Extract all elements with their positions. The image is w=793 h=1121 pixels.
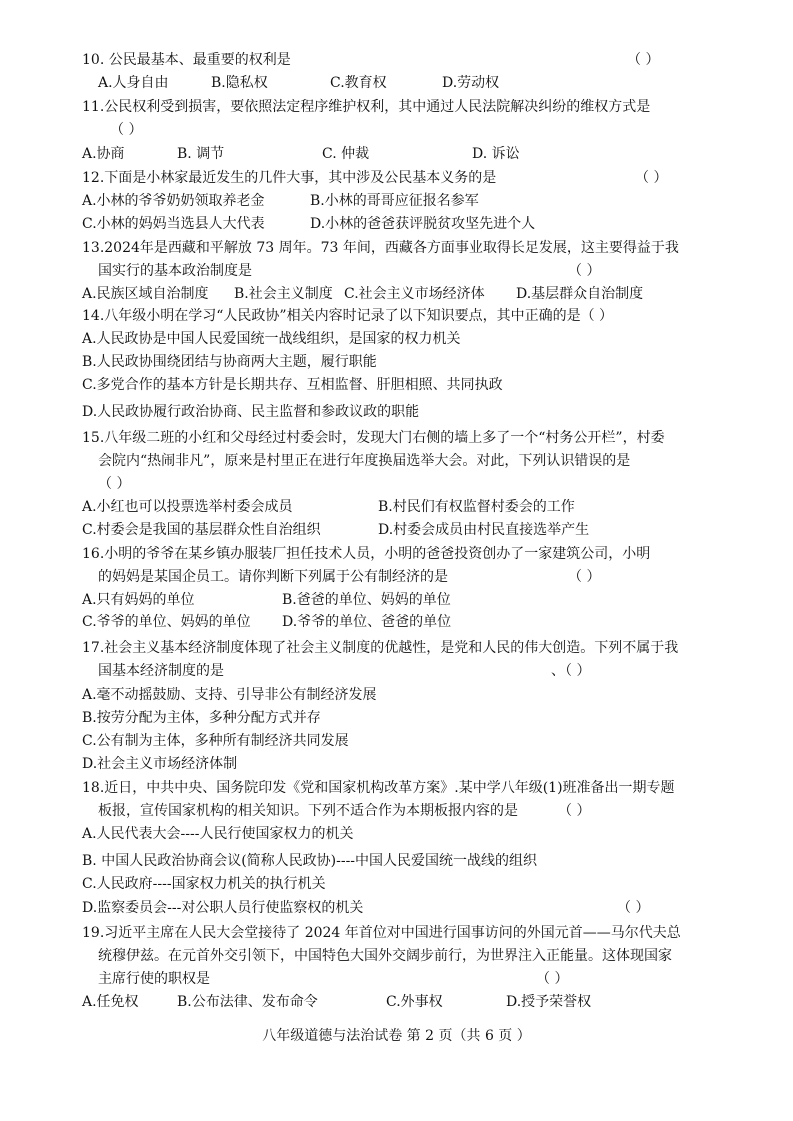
option-d: D.村委会成员由村民直接选举产生 (378, 522, 590, 538)
answer-paren: （ ） (568, 263, 601, 279)
question-13-stem-line2 (98, 261, 738, 281)
question-19-stem-line2: 统穆伊兹。在元首外交引领下，中国特色大国外交阔步前行，为世界注入正能量。这体现国家 (98, 948, 672, 964)
option-a: A.毫不动摇鼓励、支持、引导非公有制经济发展 (82, 687, 377, 703)
question-16-text: 的妈妈是某国企员工。请你判断下列属于公有制经济的是 (98, 569, 448, 585)
answer-paren: （ ） (536, 971, 569, 987)
option-b: B. 调节 (177, 146, 225, 162)
option-c: C.村委会是我国的基层群众性自治组织 (82, 522, 321, 538)
option-b: B.爸爸的单位、妈妈的单位 (282, 592, 451, 608)
answer-paren: （ ） (110, 122, 143, 138)
option-d: D.基层群众自治制度 (516, 286, 644, 302)
option-b: B.隐私权 (211, 75, 268, 91)
question-13-text: 国实行的基本政治制度是 (98, 263, 252, 279)
option-c: C.教育权 (330, 75, 387, 91)
option-c: C.公有制为主体，多种所有制经济共同发展 (82, 733, 349, 749)
option-d: D.社会主义市场经济体制 (82, 756, 238, 772)
option-b: B.人民政协围绕团结与协商两大主题，履行职能 (82, 354, 377, 370)
question-15-stem-line1: 15.八年级二班的小红和父母经过村委会时，发现大门右侧的墙上多了一个“村务公开栏”，村委 (82, 430, 665, 446)
option-d: D.授予荣誉权 (506, 994, 592, 1010)
option-a: A.只有妈妈的单位 (82, 592, 195, 608)
option-d: D. 诉讼 (472, 146, 520, 162)
option-a: A.人民政协是中国人民爱国统一战线组织，是国家的权力机关 (82, 331, 461, 347)
option-b: B.社会主义制度 (234, 286, 333, 302)
option-b: B.按劳分配为主体，多种分配方式并存 (82, 710, 321, 726)
question-11-stem: 11.公民权利受到损害，要依照法定程序维护权利，其中通过人民法院解决纠纷的维权方式是 (82, 99, 651, 115)
answer-paren: （ ） (558, 803, 591, 819)
option-d: D.劳动权 (442, 75, 500, 91)
answer-paren: （ ） (627, 52, 660, 68)
question-19-stem-line1: 19.习近平主席在人民大会堂接待了 2024 年首位对中国进行国事访问的外国元首——马尔代夫总 (82, 925, 681, 941)
question-17-text: 国基本经济制度的是 (98, 663, 224, 679)
option-b: B.小林的哥哥应征报名参军 (310, 193, 479, 209)
option-a: A.任免权 (82, 994, 139, 1010)
question-12-stem (82, 168, 722, 188)
question-17-stem-line1: 17.社会主义基本经济制度体现了社会主义制度的优越性，是党和人民的伟大创造。下列不属于我 (82, 640, 679, 656)
question-18-stem-line1: 18.近日，中共中央、国务院印发《党和国家机构改革方案》.某中学八年级(1)班准备出一期专题 (82, 780, 675, 796)
question-18-text: 板报，宣传国家机构的相关知识。下列不适合作为本期板报内容的是 (98, 803, 518, 819)
option-d: D.监察委员会---对公职人员行使监察权的机关 (82, 900, 364, 916)
answer-paren: （ ） (98, 476, 131, 492)
option-d: D.人民政协履行政治协商、民主监督和参政议政的职能 (82, 404, 420, 420)
option-a: A.协商 (82, 146, 125, 162)
option-a: A.小红也可以投票选举村委会成员 (82, 499, 293, 515)
question-16-stem-line2 (98, 567, 738, 587)
option-d: D.小林的爸爸获评脱贫攻坚先进个人 (310, 216, 536, 232)
question-15-stem-line2: 会院内“热闹非凡”，原来是村里正在进行年度换届选举大会。对此，下列认识错误的是 (98, 453, 631, 469)
option-c: C.爷爷的单位、妈妈的单位 (82, 614, 251, 630)
option-c: C.外事权 (386, 994, 443, 1010)
option-b: B.村民们有权监督村委会的工作 (378, 499, 575, 515)
question-18-stem-line2 (98, 801, 738, 821)
answer-paren: （ ） (568, 569, 601, 585)
page-footer: 八年级道德与法治试卷 第 2 页（共 6 页 ） (262, 1028, 531, 1044)
question-19-text: 主席行使的职权是 (98, 971, 210, 987)
option-d-row (82, 898, 722, 918)
answer-paren: （ ） (617, 900, 650, 916)
option-c: C. 仲裁 (322, 146, 370, 162)
question-10-text: 10. 公民最基本、最重要的权利是 (82, 52, 291, 68)
question-16-stem-line1: 16.小明的爷爷在某乡镇办服装厂担任技术人员，小明的爸爸投资创办了一家建筑公司，小明 (82, 546, 651, 562)
option-c: C.多党合作的基本方针是长期共存、互相监督、肝胆相照、共同执政 (82, 377, 503, 393)
question-17-stem-line2 (98, 661, 738, 681)
option-c: C.小林的妈妈当选县人大代表 (82, 216, 265, 232)
option-b: B.公布法律、发布命令 (177, 994, 318, 1010)
option-a: A.人身自由 (98, 75, 169, 91)
option-c: C.社会主义市场经济体 (344, 286, 485, 302)
option-a: A.小林的爷爷奶奶领取养老金 (82, 193, 265, 209)
question-19-stem-line3 (98, 969, 738, 989)
option-d: D.爷爷的单位、爸爸的单位 (282, 614, 452, 630)
option-a: A.人民代表大会----人民行使国家权力的机关 (82, 826, 354, 842)
question-13-stem-line1: 13.2024年是西藏和平解放 73 周年。73 年间，西藏各方面事业取得长足发展，这主要得益于我 (82, 240, 679, 256)
answer-paren: 、（ ） (551, 663, 591, 679)
answer-paren: （ ） (635, 170, 668, 186)
question-14-stem: 14.八年级小明在学习“人民政协”相关内容时记录了以下知识要点，其中正确的是（ ） (82, 308, 614, 324)
option-c: C.人民政府----国家权力机关的执行机关 (82, 876, 326, 892)
question-10-stem (82, 50, 722, 70)
option-b: B. 中国人民政治协商会议(简称人民政协)----中国人民爱国统一战线的组织 (82, 853, 538, 869)
question-12-text: 12.下面是小林家最近发生的几件大事，其中涉及公民基本义务的是 (82, 170, 497, 186)
option-a: A.民族区域自治制度 (82, 286, 209, 302)
